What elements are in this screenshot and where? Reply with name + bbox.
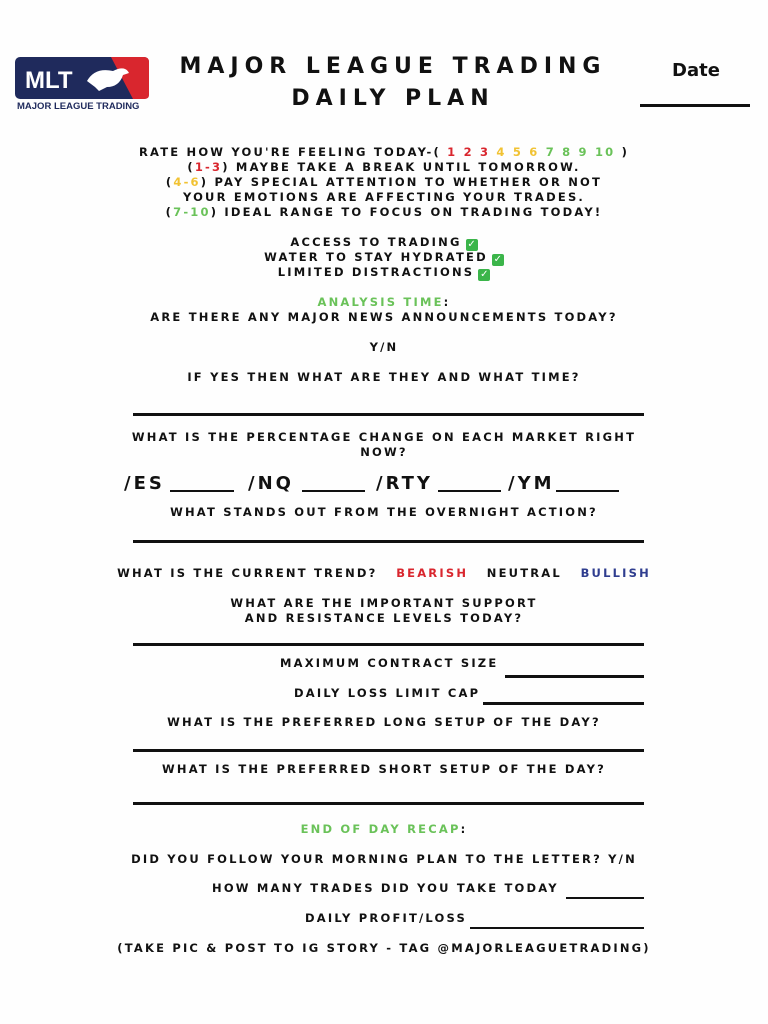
page-subtitle: DAILY PLAN [291,86,495,111]
max-contract-field[interactable] [505,675,644,678]
date-label: Date [672,60,720,81]
trend-bullish[interactable]: BULLISH [580,566,651,580]
trend-question: WHAT IS THE CURRENT TREND? BEARISH NEUTRAL BULLISH [117,566,651,580]
news-question: ARE THERE ANY MAJOR NEWS ANNOUNCEMENTS TODAY? [150,310,618,324]
profit-loss-field[interactable] [470,927,644,929]
rating-7[interactable]: 7 [545,145,556,159]
page-title: MAJOR LEAGUE TRADING [179,54,607,79]
checklist-item-water: WATER TO STAY HYDRATED ✓ [264,250,503,265]
rating-4[interactable]: 4 [496,145,507,159]
rating-10[interactable]: 10 [594,145,616,159]
check-box-icon[interactable]: ✓ [480,269,489,280]
daily-loss-label: DAILY LOSS LIMIT CAP [294,686,481,700]
short-setup-line[interactable] [133,802,644,805]
logo-mark: MLT [25,67,73,94]
levels-question: WHAT ARE THE IMPORTANT SUPPORT [230,596,538,610]
brand-logo [15,57,151,113]
rating-8[interactable]: 8 [562,145,573,159]
pct-question-cont: NOW? [360,445,408,459]
footer-note: (TAKE PIC & POST TO IG STORY - TAG @MAJORLEAGUETRADING) [117,941,651,955]
feeling-range-high: (7-10) IDEAL RANGE TO FOCUS ON TRADING TODAY! [165,205,603,219]
market-nq-field[interactable] [302,490,365,492]
analysis-heading: ANALYSIS TIME: [317,295,451,309]
overnight-question: WHAT STANDS OUT FROM THE OVERNIGHT ACTION? [170,505,598,519]
levels-answer-line[interactable] [133,643,644,646]
long-setup-question: WHAT IS THE PREFERRED LONG SETUP OF THE DAY? [167,715,601,729]
check-box-icon[interactable]: ✓ [493,254,503,265]
rating-5[interactable]: 5 [512,145,524,159]
levels-question-cont: AND RESISTANCE LEVELS TODAY? [244,611,524,625]
feeling-range-mid: (4-6) PAY SPECIAL ATTENTION TO WHETHER OR NOT [165,175,603,189]
feeling-range-low: (1-3) MAYBE TAKE A BREAK UNTIL TOMORROW. [187,160,581,174]
checklist-item-distractions: LIMITED DISTRACTIONS ✓ [277,265,489,280]
daily-loss-field[interactable] [483,702,644,705]
rating-6[interactable]: 6 [529,145,540,159]
rating-3[interactable]: 3 [480,145,491,159]
logo-caption: MAJOR LEAGUE TRADING [17,101,140,112]
market-es: /ES [124,473,165,494]
market-ym: /YM [508,473,555,494]
market-ym-field[interactable] [556,490,619,492]
max-contract-label: MAXIMUM CONTRACT SIZE [280,656,499,670]
news-ifyes-question: IF YES THEN WHAT ARE THEY AND WHAT TIME? [187,370,581,384]
trend-bearish[interactable]: BEARISH [396,566,469,580]
long-setup-line[interactable] [133,749,644,752]
market-rty: /RTY [376,473,433,494]
feeling-range-mid-cont: YOUR EMOTIONS ARE AFFECTING YOUR TRADES. [182,190,586,204]
market-nq: /NQ [248,473,294,494]
date-field-line[interactable] [640,104,750,107]
news-answer-line[interactable] [133,413,644,416]
check-box-icon[interactable]: ✓ [467,239,476,250]
recap-heading: END OF DAY RECAP: [300,822,468,836]
checklist-item-access: ACCESS TO TRADING ✓ [290,235,476,250]
profit-loss-label: DAILY PROFIT/LOSS [305,911,467,925]
market-rty-field[interactable] [438,490,501,492]
news-yn[interactable]: Y/N [369,340,399,354]
rating-2[interactable]: 2 [463,145,474,159]
trades-count-field[interactable] [566,897,644,899]
short-setup-question: WHAT IS THE PREFERRED SHORT SETUP OF THE DAY? [162,762,606,776]
rating-9[interactable]: 9 [578,145,589,159]
trend-neutral[interactable]: NEUTRAL [486,566,562,580]
pct-question: WHAT IS THE PERCENTAGE CHANGE ON EACH MARKET RIGHT [131,430,637,444]
feeling-rating-line: RATE HOW YOU'RE FEELING TODAY-( 1 2 3 4 5 6 7 8 9 10 ) [138,145,630,159]
follow-plan-question: DID YOU FOLLOW YOUR MORNING PLAN TO THE LETTER? Y/N [131,852,637,866]
rating-1[interactable]: 1 [447,145,458,159]
market-es-field[interactable] [170,490,234,492]
trades-count-label: HOW MANY TRADES DID YOU TAKE TODAY [212,881,559,895]
overnight-answer-line[interactable] [133,540,644,543]
